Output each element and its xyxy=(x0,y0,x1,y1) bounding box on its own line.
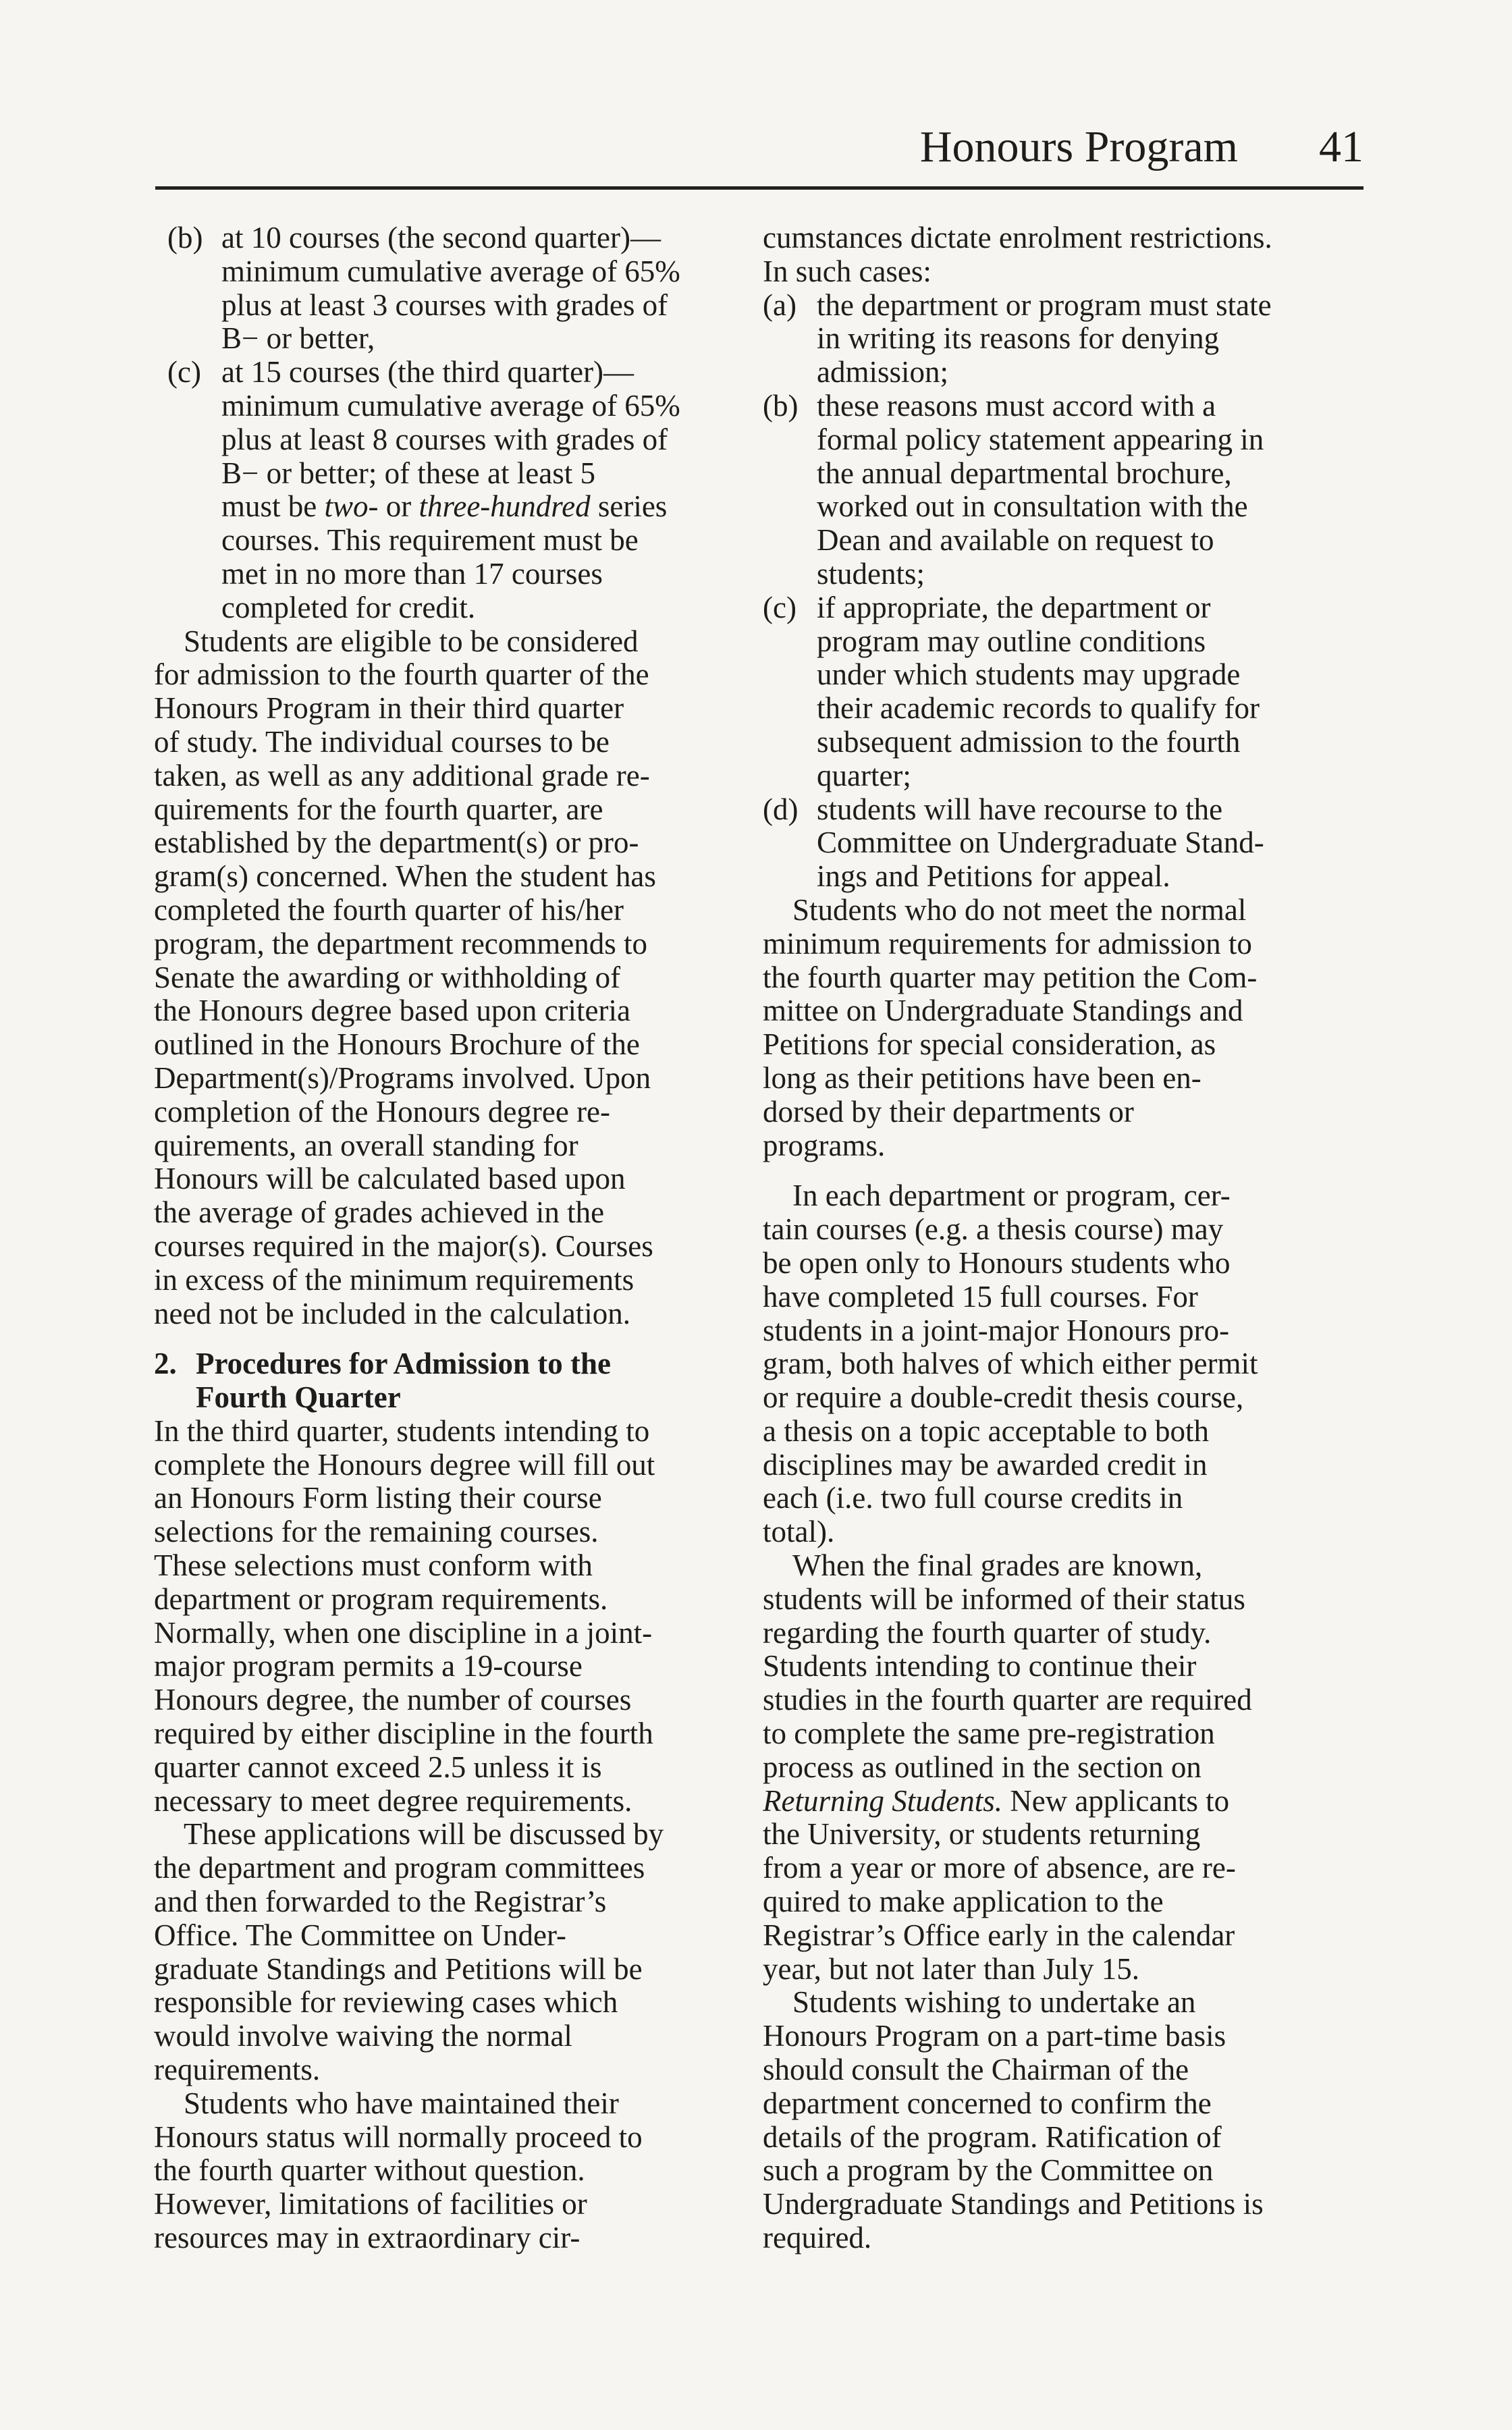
text-line: courses required in the major(s). Courses xyxy=(154,1228,653,1263)
text-line: students; xyxy=(817,556,925,591)
text-line: the department and program committees xyxy=(154,1851,645,1885)
text-line: B− or better; of these at least 5 xyxy=(221,456,595,490)
text-line: gram, both halves of which either permit xyxy=(763,1347,1258,1381)
text-line: Students who have maintained their xyxy=(184,2086,619,2120)
text-line: met in no more than 17 courses xyxy=(221,556,603,591)
text-line: at 15 courses (the third quarter)— xyxy=(221,355,634,389)
text-line: these reasons must accord with a xyxy=(817,388,1216,423)
paragraph-third-quarter xyxy=(154,1415,741,1818)
text-line: taken, as well as any additional grade re- xyxy=(154,758,650,792)
text-line: in excess of the minimum requirements xyxy=(154,1262,634,1297)
list-item-b xyxy=(154,221,741,356)
text-line: a thesis on a topic acceptable to both xyxy=(763,1413,1210,1448)
text-line: selections for the remaining courses. xyxy=(154,1515,599,1549)
page-number: 41 xyxy=(1319,122,1364,171)
emphasis: two- xyxy=(324,489,379,524)
list-item-text xyxy=(817,389,1360,591)
text-line: programs. xyxy=(763,1128,886,1162)
text-line: In each department or program, cer- xyxy=(792,1179,1231,1213)
text-run: series xyxy=(590,489,668,524)
list-item-a xyxy=(763,289,1360,389)
text-line: cumstances dictate enrolment restrictions. xyxy=(763,221,1272,254)
list-label: (c) xyxy=(167,355,201,389)
text-line: should consult the Chairman of the xyxy=(763,2053,1189,2087)
emphasis: Returning Students. xyxy=(763,1783,1002,1818)
text-line: the fourth quarter may petition the Com- xyxy=(763,960,1258,994)
text-line: These applications will be discussed by xyxy=(184,1817,664,1852)
text-line: Students intending to continue their xyxy=(763,1649,1197,1683)
list-item-c xyxy=(763,591,1360,793)
text-line: the Honours degree based upon criteria xyxy=(154,994,630,1028)
text-line: quirements, an overall standing for xyxy=(154,1128,578,1162)
text-line: Honours Program in their third quarter xyxy=(154,691,624,726)
text-line: plus at least 3 courses with grades of xyxy=(221,288,668,322)
text-line: required. xyxy=(763,2221,872,2255)
text-line: Procedures for Admission to the xyxy=(196,1347,611,1381)
text-line: resources may in extraordinary cir- xyxy=(154,2221,580,2255)
text-line: complete the Honours degree will fill out xyxy=(154,1447,655,1482)
text-line: Honours will be calculated based upon xyxy=(154,1162,626,1196)
text-line: admission; xyxy=(817,355,949,389)
section-heading xyxy=(154,1347,741,1415)
list-item-text xyxy=(221,221,741,356)
text-line: formal policy statement appearing in xyxy=(817,422,1264,456)
text-line: dorsed by their departments or xyxy=(763,1094,1134,1129)
text-line: responsible for reviewing cases which xyxy=(154,1985,618,2020)
text-line: quarter; xyxy=(817,758,911,792)
text-line: from a year or more of absence, are re- xyxy=(763,1851,1236,1885)
text-line: each (i.e. two full course credits in xyxy=(763,1481,1183,1515)
text-line: students in a joint-major Honours pro- xyxy=(763,1313,1230,1347)
text-line: Petitions for special consideration, as xyxy=(763,1027,1216,1062)
text-line: process as outlined in the section on xyxy=(763,1750,1202,1784)
paragraph-part-time xyxy=(763,1986,1360,2254)
text-line: In such cases: xyxy=(763,254,932,288)
text-line: for admission to the fourth quarter of the xyxy=(154,657,649,692)
text-line: mittee on Undergraduate Standings and xyxy=(763,994,1243,1028)
list-item-d xyxy=(763,793,1360,894)
text-line: the fourth quarter without question. xyxy=(154,2153,585,2188)
text-line: or require a double-credit thesis course, xyxy=(763,1380,1244,1415)
text-line: tain courses (e.g. a thesis course) may xyxy=(763,1212,1224,1247)
text-line xyxy=(763,1785,1360,1818)
text-line: Honours status will normally proceed to xyxy=(154,2120,643,2154)
text-line: graduate Standings and Petitions will be xyxy=(154,1951,643,1986)
list-label: (d) xyxy=(763,792,799,826)
text-line: at 10 courses (the second quarter)— xyxy=(221,221,662,254)
running-header xyxy=(891,120,1364,174)
text-line: required by either discipline in the fourth xyxy=(154,1717,653,1751)
text-line: need not be included in the calculation. xyxy=(154,1296,631,1330)
text-line: Fourth Quarter xyxy=(196,1380,401,1415)
text-run: New applicants to xyxy=(1002,1783,1230,1818)
text-line: ings and Petitions for appeal. xyxy=(817,859,1170,894)
text-line: program may outline conditions xyxy=(817,624,1206,658)
text-line: completed the fourth quarter of his/her xyxy=(154,892,624,927)
text-line: details of the program. Ratification of xyxy=(763,2120,1222,2154)
text-line: Dean and available on request to xyxy=(817,523,1214,558)
text-line: would involve waiving the normal xyxy=(154,2019,572,2053)
text-line: established by the department(s) or pro- xyxy=(154,826,639,860)
text-line: department concerned to confirm the xyxy=(763,2086,1212,2120)
text-line: However, limitations of facilities or xyxy=(154,2187,587,2221)
header-rule xyxy=(155,186,1364,190)
text-line: Undergraduate Standings and Petitions is xyxy=(763,2187,1264,2221)
text-line: When the final grades are known, xyxy=(792,1548,1203,1583)
text-line: B− or better, xyxy=(221,321,375,356)
text-line: year, but not later than July 15. xyxy=(763,1951,1140,1986)
right-column xyxy=(763,221,1360,2307)
paragraph-applications xyxy=(154,1818,741,2086)
text-line: Students wishing to undertake an xyxy=(792,1985,1196,2020)
text-line: Registrar’s Office early in the calendar xyxy=(763,1918,1235,1952)
text-line: completed for credit. xyxy=(221,590,476,624)
list-item-c xyxy=(154,356,741,624)
list-item-text xyxy=(221,356,741,624)
text-line: studies in the fourth quarter are required xyxy=(763,1683,1252,1717)
list-label: (b) xyxy=(167,221,203,254)
text-line: department or program requirements. xyxy=(154,1582,608,1616)
text-line: long as their petitions have been en- xyxy=(763,1060,1202,1095)
text-line: minimum cumulative average of 65% xyxy=(221,254,680,288)
paragraph-continuation xyxy=(763,221,1360,289)
text-line: Students who do not meet the normal xyxy=(792,892,1247,927)
text-line: the University, or students returning xyxy=(763,1817,1201,1852)
list-item-text xyxy=(817,793,1360,894)
text-line: worked out in consultation with the xyxy=(817,489,1248,524)
text-line: to complete the same pre-registration xyxy=(763,1717,1215,1751)
text-line: subsequent admission to the fourth xyxy=(817,724,1241,759)
text-line: under which students may upgrade xyxy=(817,657,1241,692)
text-line: Honours Program on a part-time basis xyxy=(763,2019,1226,2053)
text-line: be open only to Honours students who xyxy=(763,1245,1231,1280)
text-line: outlined in the Honours Brochure of the xyxy=(154,1027,640,1062)
text-line: requirements. xyxy=(154,2053,321,2087)
text-line: Students are eligible to be considered xyxy=(184,624,639,658)
text-line: the average of grades achieved in the xyxy=(154,1195,605,1230)
text-line: Normally, when one discipline in a joint- xyxy=(154,1615,653,1650)
text-line: the department or program must state xyxy=(817,288,1272,322)
text-line: major program permits a 19-course xyxy=(154,1649,583,1683)
paragraph-department-courses xyxy=(763,1179,1360,1549)
text-line: the annual departmental brochure, xyxy=(817,456,1232,490)
section-title: Honours Program xyxy=(919,122,1238,171)
section-heading-number: 2. xyxy=(154,1347,177,1381)
text-line: Committee on Undergraduate Stand- xyxy=(817,826,1264,860)
text-line: quarter cannot exceed 2.5 unless it is xyxy=(154,1750,602,1784)
paragraph-petition xyxy=(763,894,1360,1162)
text-line: quirements for the fourth quarter, are xyxy=(154,792,603,826)
list-label: (b) xyxy=(763,388,799,423)
text-line: Department(s)/Programs involved. Upon xyxy=(154,1060,651,1095)
list-label: (c) xyxy=(763,590,796,624)
text-line: Senate the awarding or withholding of xyxy=(154,960,621,994)
text-line: regarding the fourth quarter of study. xyxy=(763,1615,1212,1650)
text-line: Office. The Committee on Under- xyxy=(154,1918,567,1952)
list-item-b xyxy=(763,389,1360,591)
text-line: minimum cumulative average of 65% xyxy=(221,388,680,423)
text-line: gram(s) concerned. When the student has xyxy=(154,859,656,894)
text-line: of study. The individual courses to be xyxy=(154,724,610,759)
text-run: or xyxy=(378,489,419,524)
left-column xyxy=(154,221,741,2307)
text-line: disciplines may be awarded credit in xyxy=(763,1447,1208,1482)
paragraph-final-grades xyxy=(763,1549,1360,1986)
text-line: quired to make application to the xyxy=(763,1885,1164,1919)
text-line: completion of the Honours degree re- xyxy=(154,1094,611,1129)
text-line: students will have recourse to the xyxy=(817,792,1223,826)
text-line: if appropriate, the department or xyxy=(817,590,1211,624)
text-line: students will be informed of their status xyxy=(763,1582,1245,1616)
emphasis: three-hundred xyxy=(418,489,591,524)
section-heading-text xyxy=(196,1347,741,1415)
list-item-text xyxy=(817,289,1360,389)
text-line: In the third quarter, students intending to xyxy=(154,1413,650,1448)
text-line: Honours degree, the number of courses xyxy=(154,1683,632,1717)
text-line: necessary to meet degree requirements. xyxy=(154,1783,632,1818)
text-line: their academic records to qualify for xyxy=(817,691,1260,726)
text-line: plus at least 8 courses with grades of xyxy=(221,422,668,456)
text-run: must be xyxy=(221,489,325,524)
text-line: These selections must conform with xyxy=(154,1548,593,1583)
text-line: courses. This requirement must be xyxy=(221,523,639,558)
text-line: minimum requirements for admission to xyxy=(763,926,1252,961)
paragraph-maintained-status xyxy=(154,2087,741,2255)
text-line: program, the department recommends to xyxy=(154,926,648,961)
text-line: total). xyxy=(763,1515,835,1549)
text-line: and then forwarded to the Registrar’s xyxy=(154,1885,607,1919)
text-line: have completed 15 full courses. For xyxy=(763,1279,1198,1314)
text-line: such a program by the Committee on xyxy=(763,2153,1214,2188)
paragraph-eligibility xyxy=(154,625,741,1331)
list-label: (a) xyxy=(763,288,796,322)
list-item-text xyxy=(817,591,1360,793)
text-line: in writing its reasons for denying xyxy=(817,321,1220,356)
text-line xyxy=(221,490,741,524)
text-line: an Honours Form listing their course xyxy=(154,1481,602,1515)
